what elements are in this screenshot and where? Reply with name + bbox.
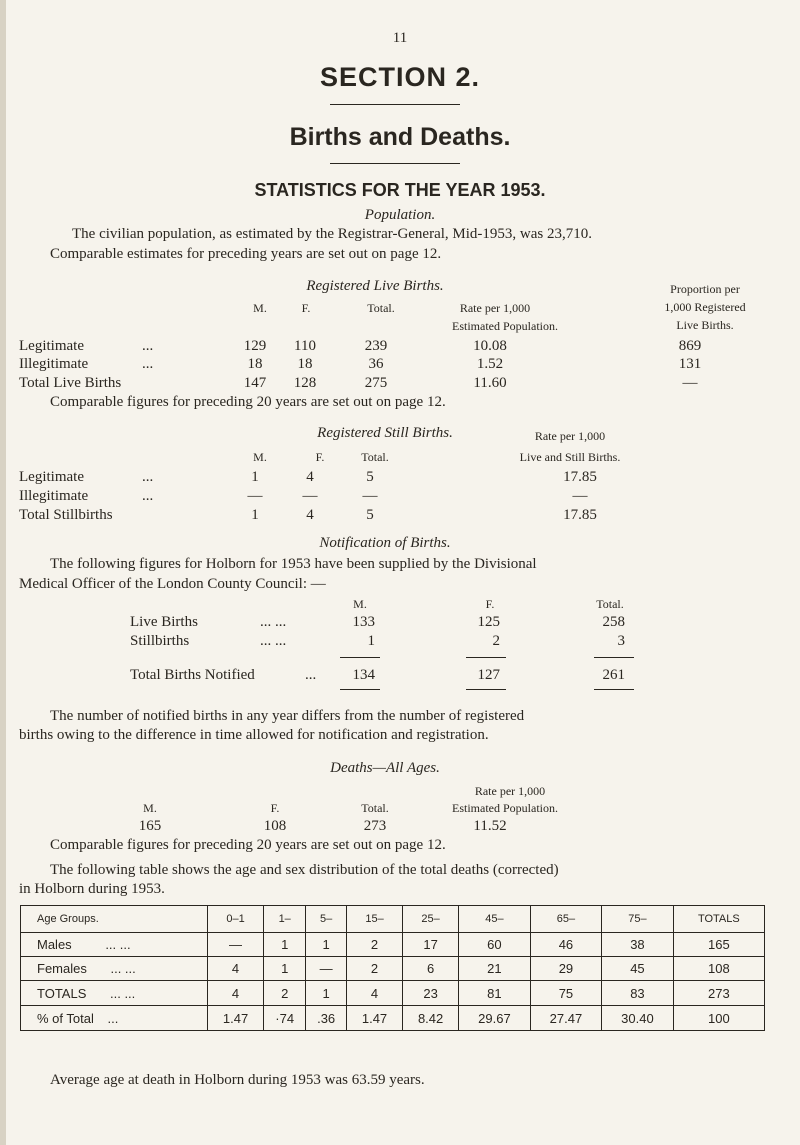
cell-m: 1 [367,633,375,649]
row-label: Total Stillbirths [19,507,113,523]
notification-col-total: Total. [596,597,624,611]
deaths-col-f: F. [270,801,280,815]
row-leader-dots: ... ... [105,937,131,952]
table-cell: 165 [673,933,764,957]
notification-heading: Notification of Births. [319,535,451,551]
notification-para-2: Medical Officer of the London County Council: — [19,576,326,592]
cell-rate: 10.08 [473,338,507,354]
sum-rule [594,657,634,658]
row-leader-dots: ... [142,338,154,354]
cell-proportion: — [682,375,698,391]
cell-f: 110 [294,338,316,354]
live-births-prop-header-2: 1,000 Registered [664,300,746,314]
page-edge-shadow [0,0,6,1145]
row-label: Legitimate [19,469,84,485]
row-label-cell [21,933,208,957]
table-cell: 2 [346,933,402,957]
cell-f: 4 [306,469,314,485]
row-label: Males [37,937,72,952]
notification-para-1: The following figures for Holborn for 1953 have been supplied by the Divisional [50,556,537,572]
page-number: 11 [392,30,408,46]
deaths-rate-header-1: Rate per 1,000 [474,784,546,798]
still-births-rate-header-2: Live and Still Births. [519,450,621,464]
row-label-cell [21,1006,208,1031]
row-label: Legitimate [19,338,84,354]
table-cell: 29.67 [459,1006,531,1031]
deaths-col-m: M. [143,801,157,815]
row-leader-dots: ... [142,356,154,372]
table-cell: 45 [602,957,674,981]
table-cell: — [306,957,347,981]
age-group-header: 1– [264,906,306,933]
population-heading: Population. [364,207,436,223]
cell-f: — [302,488,318,504]
deaths-rate-header-2: Estimated Population. [452,801,558,815]
table-cell: 60 [459,933,531,957]
live-births-col-f: F. [301,301,311,315]
row-label: Live Births [130,614,198,630]
cell-rate: 1.52 [476,356,504,372]
notification-col-f: F. [485,597,495,611]
table-cell: 23 [403,981,459,1006]
row-leader-dots: ... [142,469,154,485]
cell-total: 5 [366,507,374,523]
still-births-rate-header-1: Rate per 1,000 [534,429,606,443]
table-cell: 81 [459,981,531,1006]
cell-total: 258 [602,614,625,630]
table-cell: .36 [306,1006,347,1031]
table-cell: 273 [673,981,764,1006]
table-cell: 27.47 [530,1006,602,1031]
table-cell: 2 [346,957,402,981]
cell-m: 1 [251,469,259,485]
age-group-header: 45– [459,906,531,933]
average-age-note: Average age at death in Holborn during 1953 was 63.59 years. [50,1072,425,1088]
cell-total: 261 [602,667,625,683]
title-divider [330,104,460,105]
cell-total: 5 [366,469,374,485]
age-table-intro-1: The following table shows the age and sex distribution of the total deaths (corrected) [50,862,559,878]
row-label: Illegitimate [19,356,89,372]
statistics-title: STATISTICS FOR THE YEAR 1953. [254,180,546,200]
row-label-cell [21,981,208,1006]
cell-f: 18 [297,356,313,372]
age-group-header: 25– [403,906,459,933]
notification-remark-2: births owing to the difference in time allowed for notification and registration. [19,727,489,743]
table-cell: 1.47 [208,1006,264,1031]
still-births-col-f: F. [315,450,325,464]
total-rule [340,689,380,690]
table-cell: ·74 [264,1006,306,1031]
table-cell: 4 [208,957,264,981]
cell-total: — [362,488,378,504]
table-row [21,957,765,981]
population-line-1: The civilian population, as estimated by the Registrar-General, Mid-1953, was 23,710. [72,226,592,242]
cell-rate: 17.85 [563,507,597,523]
deaths-note: Comparable figures for preceding 20 years are set out on page 12. [50,837,446,853]
cell-proportion: 131 [678,356,702,372]
still-births-col-total: Total. [361,450,389,464]
notification-remark-1: The number of notified births in any year differs from the number of registered [50,708,525,724]
table-cell: 21 [459,957,531,981]
cell-m: — [247,488,263,504]
deaths-m: 165 [138,818,162,834]
table-cell: 38 [602,933,674,957]
row-leader-dots: ... [107,1010,119,1026]
age-group-header: 0–1 [208,906,264,933]
table-cell: 17 [403,933,459,957]
sum-rule [466,657,506,658]
cell-total: 239 [364,338,388,354]
cell-m: 18 [247,356,263,372]
population-line-2: Comparable estimates for preceding years are set out on page 12. [50,246,442,262]
deaths-total: 273 [363,818,387,834]
cell-rate: — [572,488,588,504]
cell-f: 128 [293,375,317,391]
cell-m: 134 [352,667,375,683]
table-cell: 6 [403,957,459,981]
row-label: TOTALS [37,985,87,1001]
live-births-rate-header-2: Estimated Population. [452,319,558,333]
cell-m: 129 [243,338,267,354]
table-cell: 4 [208,981,264,1006]
cell-m: 147 [243,375,267,391]
table-cell: 1 [306,981,347,1006]
table-cell: 2 [264,981,306,1006]
cell-total: 275 [364,375,388,391]
age-group-header: 65– [530,906,602,933]
table-cell: 8.42 [403,1006,459,1031]
age-group-header: 5– [306,906,347,933]
table-cell: — [208,933,264,957]
live-births-prop-header-1: Proportion per [670,282,740,296]
cell-m: 1 [251,507,259,523]
cell-rate: 11.60 [473,375,507,391]
cell-f: 127 [477,667,500,683]
table-cell: 46 [530,933,602,957]
row-leader-dots: ... ... [110,985,136,1001]
age-groups-header: Age Groups. [21,906,208,933]
row-label: Stillbirths [130,633,190,649]
live-births-col-m: M. [253,301,267,315]
row-leader-dots: ... [305,667,317,683]
total-rule [466,689,506,690]
notification-col-m: M. [353,597,367,611]
table-row [21,1006,765,1031]
still-births-heading: Registered Still Births. [317,425,453,441]
row-leader-dots: ... ... [260,614,287,630]
live-births-rate-header-1: Rate per 1,000 [459,301,531,315]
deaths-col-total: Total. [361,801,389,815]
live-births-prop-header-3: Live Births. [676,318,734,332]
cell-f: 4 [306,507,314,523]
total-rule [594,689,634,690]
row-label: Total Live Births [19,375,122,391]
row-label: Total Births Notified [130,667,255,683]
cell-proportion: 869 [678,338,702,354]
table-cell: 100 [673,1006,764,1031]
subtitle-divider [330,163,460,164]
live-births-col-total: Total. [367,301,395,315]
row-leader-dots: ... ... [110,961,136,976]
row-label: Illegitimate [19,488,89,504]
row-label: % of Total [37,1010,94,1026]
age-group-header: 75– [602,906,674,933]
row-label-cell [21,957,208,981]
row-leader-dots: ... [142,488,154,504]
table-cell: 1 [306,933,347,957]
cell-rate: 17.85 [563,469,597,485]
cell-m: 133 [352,614,375,630]
age-table-intro-2: in Holborn during 1953. [19,881,165,897]
live-births-note: Comparable figures for preceding 20 years are set out on page 12. [50,394,446,410]
still-births-col-m: M. [253,450,267,464]
live-births-heading: Registered Live Births. [306,278,444,294]
row-leader-dots: ... ... [260,633,287,649]
table-cell: 30.40 [602,1006,674,1031]
table-row [21,981,765,1006]
deaths-heading: Deaths—All Ages. [330,760,440,776]
age-table-header-row [21,906,765,933]
section-title: SECTION 2. [319,62,481,92]
table-cell: 1 [264,957,306,981]
table-cell: 1 [264,933,306,957]
table-cell: 83 [602,981,674,1006]
cell-total: 3 [617,633,625,649]
deaths-rate: 11.52 [473,818,507,834]
cell-total: 36 [368,356,384,372]
table-cell: 108 [673,957,764,981]
table-cell: 75 [530,981,602,1006]
age-group-header: TOTALS [673,906,764,933]
cell-f: 2 [492,633,500,649]
row-label: Females [37,961,87,976]
cell-f: 125 [477,614,500,630]
subject-title: Births and Deaths. [289,123,511,151]
table-cell: 1.47 [346,1006,402,1031]
table-cell: 29 [530,957,602,981]
table-row [21,933,765,957]
age-group-header: 15– [346,906,402,933]
table-cell: 4 [346,981,402,1006]
deaths-f: 108 [263,818,287,834]
sum-rule [340,657,380,658]
age-distribution-table [20,905,765,1031]
